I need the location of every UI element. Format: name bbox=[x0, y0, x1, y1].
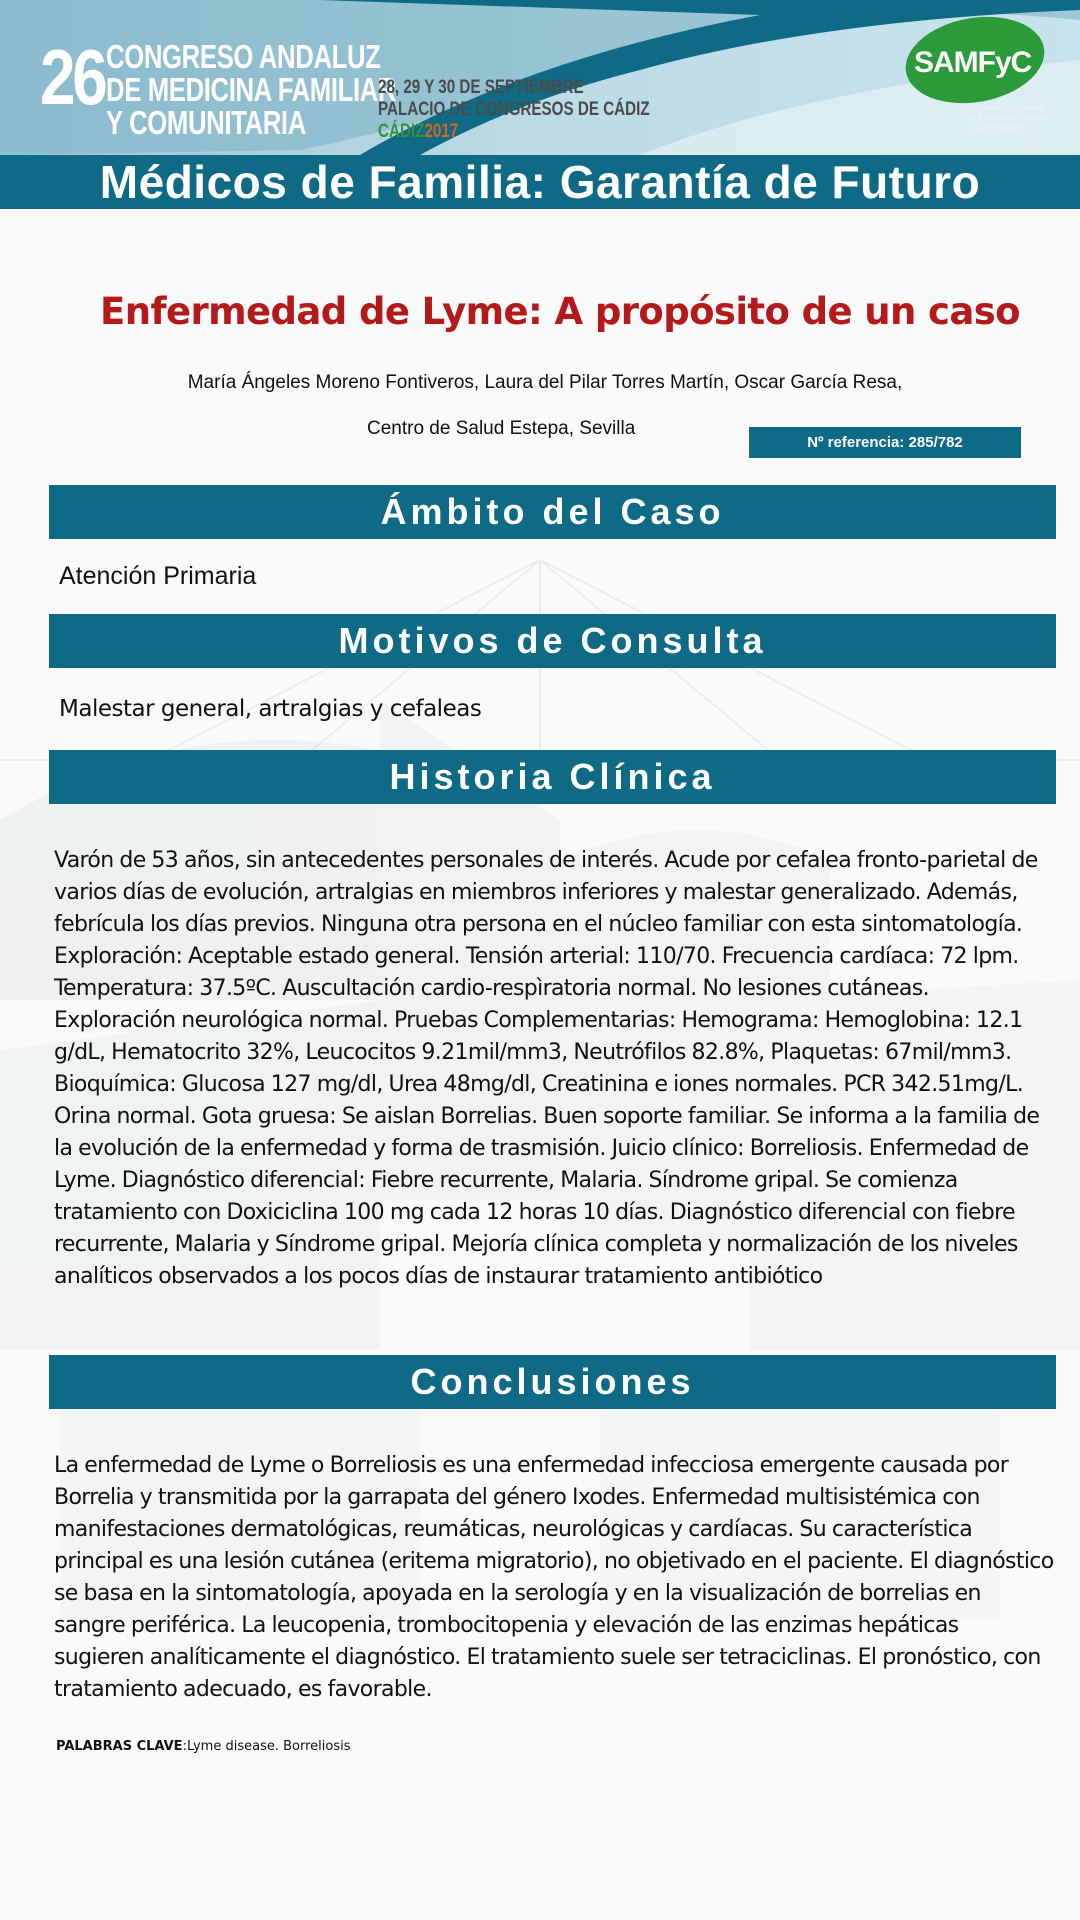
ambito-text: Atención Primaria bbox=[59, 562, 257, 590]
congress-name bbox=[106, 40, 396, 139]
event-venue: PALACIO DE CONGRESOS DE CÁDIZ bbox=[378, 99, 650, 120]
congress-name-line: DE MEDICINA FAMILIAR bbox=[106, 71, 397, 108]
authors: María Ángeles Moreno Fontiveros, Laura del Pilar Torres Martín, Oscar García Resa, bbox=[187, 372, 903, 393]
health-center: Centro de Salud Estepa, Sevilla bbox=[367, 418, 636, 439]
samfyc-logo bbox=[900, 18, 1050, 138]
section-heading-historia: Historia Clínica bbox=[49, 750, 1056, 804]
event-city-year bbox=[378, 121, 650, 143]
event-dates: 28, 29 Y 30 DE SEPTIEMBRE bbox=[378, 77, 584, 98]
historia-text: Varón de 53 años, sin antecedentes personales de interés. Acude por cefalea fronto-parietal de varios días de evolución, artralgias en miembros inferiores y malestar generalizado. Además, febrícula los días previos. Ninguna otra persona en el núcleo familiar con esta sintomatología. Exploración: Aceptable estado general. Tensión arterial: 110/70. Frecuencia cardíaca: 72 lpm. Temperatura: 37.5ºC. Auscultación cardio-respìratoria normal. No lesiones cutáneas. Exploración neurológica normal. Pruebas Complementarias: Hemograma: Hemoglobina: 12.1 g/dL, Hematocrito 32%, Leucocitos 9.21mil/mm3, Neutrófilos 82.8%, Plaquetas: 67mil/mm3. Bioquímica: Glucosa 127 mg/dl, Urea 48mg/dl, Creatinina e iones normales. PCR 342.51mg/L. Orina normal. Gota gruesa: Se aislan Borrelias. Buen soporte familiar. Se informa a la familia de la evolución de la enfermedad y forma de trasmisión. Juicio clínico: Borreliosis. Enfermedad de Lyme. Diagnóstico diferencial: Fiebre recurrente, Malaria. Síndrome gripal. Se comienza tratamiento con Doxiciclina 100 mg cada 12 horas 10 días. Diagnóstico diferencial con fiebre recurrente, Malaria y Síndrome gripal. Mejoría clínica completa y normalización de los niveles analíticos observados a los pocos días de instaurar tratamiento antibiótico bbox=[54, 848, 1040, 1289]
logo-text: SAMFyC bbox=[914, 46, 1032, 79]
congress-number: 26 bbox=[40, 33, 105, 121]
keywords bbox=[56, 1739, 351, 1754]
congress-name-line: Y COMUNITARIA bbox=[106, 104, 306, 141]
event-city: CÁDIZ bbox=[378, 121, 425, 142]
event-year: 2017 bbox=[424, 121, 459, 142]
motivos-text: Malestar general, artralgias y cefaleas bbox=[59, 696, 482, 722]
conclusiones-text: La enfermedad de Lyme o Borreliosis es una enfermedad infecciosa emergente causada por Borrelia y transmitida por la garrapata del género Ixodes. Enfermedad multisistémica con manifestaciones dermatológicas, reumáticas, neurológicas y cardíacas. Su característica principal es una lesión cutánea (eritema migratorio), no objetivado en el paciente. El diagnóstico se basa en la sintomatología, apoyada en la serología y en la visualización de borrelias en sangre periférica. La leucopenia, trombocitopenia y elevación de las enzimas hepáticas sugieren analíticamente el diagnóstico. El tratamiento suele ser tetraciclinas. El pronóstico, con tratamiento adecuado, es favorable. bbox=[54, 1453, 1054, 1702]
section-heading-ambito: Ámbito del Caso bbox=[49, 485, 1056, 539]
section-heading-motivos: Motivos de Consulta bbox=[49, 614, 1056, 668]
event-info bbox=[378, 77, 650, 143]
section-heading-conclusiones: Conclusiones bbox=[49, 1355, 1056, 1409]
reference-badge: Nº referencia: 285/782 bbox=[749, 427, 1021, 458]
logo-subtitle: Sociedad Andaluza de Medicina Familiar y Comunitaria bbox=[966, 102, 1050, 132]
keywords-value: :Lyme disease. Borreliosis bbox=[182, 1739, 351, 1754]
tagline: Médicos de Familia: Garantía de Futuro bbox=[99, 156, 981, 208]
keywords-label: PALABRAS CLAVE bbox=[56, 1739, 183, 1754]
congress-name-line: CONGRESO ANDALUZ bbox=[106, 38, 381, 75]
tagline-bar bbox=[0, 155, 1080, 209]
congress-banner bbox=[0, 0, 1080, 155]
case-title: Enfermedad de Lyme: A propósito de un caso bbox=[100, 290, 1020, 333]
